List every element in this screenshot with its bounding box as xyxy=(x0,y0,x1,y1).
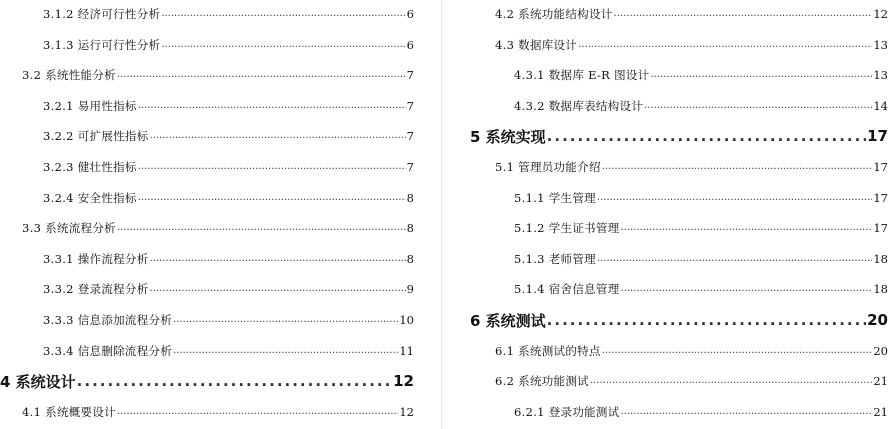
toc-entry-title: 3.2.1 易用性指标 xyxy=(43,98,137,113)
toc-page-number: 21 xyxy=(873,404,888,419)
toc-page-number: 7 xyxy=(406,68,414,83)
toc-page-number: 18 xyxy=(873,251,888,266)
toc-entry[interactable] xyxy=(470,156,888,178)
toc-entry-title: 3.3 系统流程分析 xyxy=(22,221,116,236)
toc-dot-leader xyxy=(161,3,405,25)
toc-page-number: 17 xyxy=(867,127,888,146)
toc-dot-leader xyxy=(117,217,406,239)
toc-entry-title: 6.2 系统功能测试 xyxy=(495,374,589,389)
toc-entry-title: 4.3 数据库设计 xyxy=(495,37,578,52)
toc-dot-leader xyxy=(173,309,398,331)
toc-page-number: 21 xyxy=(873,374,888,389)
toc-page-number: 17 xyxy=(873,221,888,236)
toc-entry-title: 6 系统测试 xyxy=(470,311,546,330)
toc-entry[interactable] xyxy=(470,64,888,86)
toc-dot-leader xyxy=(614,3,873,25)
toc-page-number: 12 xyxy=(393,372,414,391)
toc-page-number: 8 xyxy=(406,251,414,266)
toc-dot-leader xyxy=(597,248,872,270)
toc-page-number: 8 xyxy=(406,221,414,236)
toc-entry[interactable] xyxy=(470,34,888,56)
toc-entry[interactable] xyxy=(0,34,414,56)
toc-dot-leader xyxy=(138,156,406,178)
toc-page-number: 8 xyxy=(406,190,414,205)
toc-entry-title: 4.3.2 数据库表结构设计 xyxy=(514,98,644,113)
toc-entry[interactable] xyxy=(470,278,888,300)
toc-dot-leader xyxy=(602,156,873,178)
toc-dot-leader xyxy=(173,340,398,362)
toc-entry-title: 3.2.4 安全性指标 xyxy=(43,190,137,205)
toc-entry[interactable] xyxy=(0,309,414,331)
toc-entry-title: 3.2 系统性能分析 xyxy=(22,68,116,83)
toc-page-number: 6 xyxy=(406,37,414,52)
toc-dot-leader xyxy=(602,340,873,362)
toc-dot-leader xyxy=(650,64,872,86)
toc-entry[interactable] xyxy=(0,217,414,239)
toc-entry[interactable] xyxy=(0,370,414,392)
toc-entry[interactable] xyxy=(470,125,888,147)
toc-entry[interactable] xyxy=(0,156,414,178)
toc-entry[interactable] xyxy=(0,401,414,423)
toc-entry[interactable] xyxy=(0,125,414,147)
toc-page-number: 13 xyxy=(873,37,888,52)
toc-dot-leader xyxy=(547,309,866,331)
toc-entry[interactable] xyxy=(0,278,414,300)
toc-entry[interactable] xyxy=(470,217,888,239)
toc-page-number: 7 xyxy=(406,160,414,174)
toc-entry-title: 4 系统设计 xyxy=(0,372,76,391)
toc-entry[interactable] xyxy=(0,248,414,270)
toc-entry[interactable] xyxy=(0,340,414,362)
toc-dot-leader xyxy=(138,187,406,209)
toc-page-number: 6 xyxy=(406,7,414,21)
toc-entry[interactable] xyxy=(470,248,888,270)
toc-dot-leader xyxy=(117,401,398,423)
toc-entry-title: 3.2.2 可扩展性指标 xyxy=(43,129,149,144)
toc-entry[interactable] xyxy=(0,64,414,86)
toc-dot-leader xyxy=(117,64,406,86)
toc-page-number: 12 xyxy=(399,404,414,419)
toc-entry-title: 5.1.2 学生证书管理 xyxy=(514,221,620,236)
toc-page-number: 17 xyxy=(873,160,888,174)
toc-page-number: 12 xyxy=(873,7,888,21)
toc-entry-title: 5.1 管理员功能介绍 xyxy=(495,160,601,174)
toc-entry-title: 3.3.1 操作流程分析 xyxy=(43,251,149,266)
toc-page-number: 17 xyxy=(873,190,888,205)
toc-dot-leader xyxy=(590,370,872,392)
toc-page-number: 7 xyxy=(406,98,414,113)
toc-entry[interactable] xyxy=(470,340,888,362)
toc-entry[interactable] xyxy=(0,3,414,25)
toc-dot-leader xyxy=(621,401,873,423)
toc-page-number: 20 xyxy=(867,311,888,329)
toc-entry[interactable] xyxy=(470,3,888,25)
toc-entry[interactable] xyxy=(470,401,888,423)
toc-dot-leader xyxy=(621,217,873,239)
toc-entry-title: 3.3.4 信息删除流程分析 xyxy=(43,343,173,358)
toc-dot-leader xyxy=(138,95,406,117)
toc-page-number: 10 xyxy=(399,313,414,327)
toc-entry-title: 5.1.3 老师管理 xyxy=(514,251,596,266)
toc-dot-leader xyxy=(77,370,392,392)
toc-entry-title: 4.1 系统概要设计 xyxy=(22,404,116,419)
toc-entry-title: 3.2.3 健壮性指标 xyxy=(43,160,137,174)
toc-dot-leader xyxy=(150,248,406,270)
toc-entry-title: 3.1.2 经济可行性分析 xyxy=(43,7,161,21)
toc-page-number: 18 xyxy=(873,282,888,297)
toc-page-number: 9 xyxy=(406,282,414,297)
toc-entry-title: 6.2.1 登录功能测试 xyxy=(514,404,620,419)
toc-page-number: 20 xyxy=(873,343,888,358)
toc-entry[interactable] xyxy=(470,370,888,392)
toc-dot-leader xyxy=(161,34,405,56)
toc-entry[interactable] xyxy=(0,187,414,209)
toc-entry-title: 5.1.4 宿舍信息管理 xyxy=(514,282,620,297)
toc-dot-leader xyxy=(597,187,872,209)
toc-page-number: 14 xyxy=(873,98,888,113)
toc-entry-title: 3.3.3 信息添加流程分析 xyxy=(43,313,173,327)
toc-dot-leader xyxy=(547,125,866,147)
toc-page-number: 13 xyxy=(873,68,888,83)
toc-dot-leader xyxy=(621,278,873,300)
toc-entry-title: 4.3.1 数据库 E-R 图设计 xyxy=(514,68,650,83)
toc-entry-title: 4.2 系统功能结构设计 xyxy=(495,7,613,21)
toc-entry[interactable] xyxy=(470,187,888,209)
column-divider xyxy=(441,0,442,429)
toc-entry[interactable] xyxy=(470,309,888,331)
toc-entry-title: 3.3.2 登录流程分析 xyxy=(43,282,149,297)
toc-dot-leader xyxy=(644,95,872,117)
toc-entry-title: 3.1.3 运行可行性分析 xyxy=(43,37,161,52)
toc-entry-title: 5 系统实现 xyxy=(470,127,546,146)
toc-entry-title: 5.1.1 学生管理 xyxy=(514,190,596,205)
toc-entry[interactable] xyxy=(0,95,414,117)
toc-entry[interactable] xyxy=(470,95,888,117)
toc-dot-leader xyxy=(578,34,872,56)
toc-dot-leader xyxy=(150,125,406,147)
toc-dot-leader xyxy=(150,278,406,300)
toc-page-number: 11 xyxy=(399,343,414,358)
toc-page-number: 7 xyxy=(406,129,414,144)
toc-entry-title: 6.1 系统测试的特点 xyxy=(495,343,601,358)
